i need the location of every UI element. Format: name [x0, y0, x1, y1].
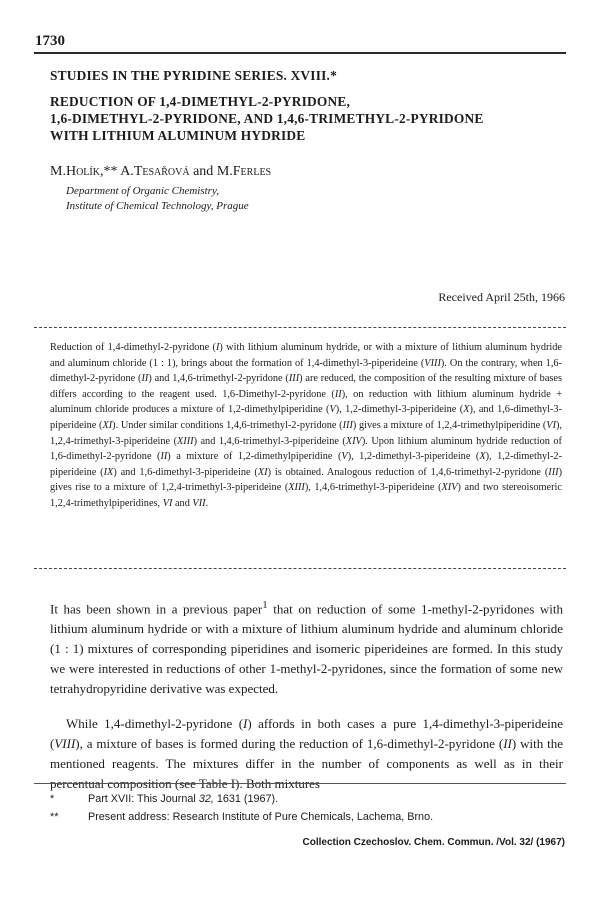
journal-footer: Collection Czechoslov. Chem. Commun. /Vol. 32/ (1967) — [302, 837, 565, 848]
header-rule — [34, 52, 566, 54]
compound-label: VI — [162, 497, 173, 509]
text-run: ) is obtained. Analogous reduction of 1,4,6-trimethyl-2-pyridone ( — [267, 466, 549, 478]
text-run: that on reduction of some 1-methyl-2-pyridones with lithium aluminum hydride or with a mixture of lithium aluminum hydride and aluminum chloride (1 : 1) mixtures of corresponding piperidines and isomeric piperideines are formed. In this study we were interested in reductions of other 1-methyl-2-pyridones, since the formation of some new tetrahydropyridine derivative was expected. — [50, 601, 563, 697]
text-run: Reduction of 1,4-dimethyl-2-pyridone ( — [50, 342, 216, 353]
text-run: ), 1,2,4-trimethyl-3-piperideine ( — [50, 419, 563, 447]
compound-label: IX — [103, 466, 114, 478]
title-line-1: REDUCTION OF 1,4-DIMETHYL-2-PYRIDONE, — [50, 94, 351, 109]
footnote-1-text-pre: Part XVII: This Journal — [88, 793, 199, 805]
compound-label: XI — [257, 466, 268, 478]
compound-label: X — [479, 451, 486, 463]
text-run: While 1,4-dimethyl-2-pyridone ( — [66, 716, 244, 731]
author-1-surname: Holík, — [65, 164, 104, 179]
compound-label: V — [341, 451, 348, 463]
text-run: and — [172, 497, 193, 509]
text-run: . — [205, 497, 209, 509]
abstract-bottom-rule — [34, 568, 566, 569]
text-run: ) with lithium aluminum hydride, or with a mixture of lithium aluminum hydride and aluminum chloride (1 : 1), brings about the formation of 1,4-dimethyl-3-piperideine ( — [50, 342, 562, 369]
compound-label: V — [329, 404, 336, 416]
footnote-1-volume: 32, — [198, 793, 214, 805]
text-run: ), 1,2-dimethyl-2-piperideine ( — [50, 451, 563, 478]
author-1-footnote-mark: ** — [103, 164, 118, 179]
compound-label: XIII — [177, 435, 194, 447]
body-paragraph-2 — [50, 714, 563, 794]
authors — [50, 164, 271, 180]
text-run: ) a mixture of 1,2-dimethylpiperidine ( — [167, 451, 342, 463]
received-date: Received April 25th, 1966 — [438, 290, 565, 304]
footnote-2-text: Present address: Research Institute of Pure Chemicals, Lachema, Brno. — [88, 811, 434, 823]
author-1-initial: M. — [50, 164, 66, 179]
text-run: ). Upon lithium aluminum hydride reduction of 1,6-dimethyl-2-pyridone ( — [50, 435, 562, 463]
text-run: ), on reduction with lithium aluminum hydride + aluminum chloride produces a mixture of 1,2-dimethylpiperidine ( — [50, 388, 563, 416]
title-line-2: 1,6-DIMETHYL-2-PYRIDONE, AND 1,4,6-TRIMETHYL-2-PYRIDONE — [50, 111, 484, 126]
compound-label: II — [141, 373, 149, 385]
text-run: ). Under similar conditions 1,4,6-trimethyl-2-pyridone ( — [112, 419, 343, 431]
footnote-rule — [34, 783, 566, 784]
compound-label: II — [160, 451, 168, 463]
text-run: ) gives rise to a mixture of 1,2,4-trimethyl-3-piperideine ( — [50, 466, 562, 494]
author-2-surname: Tesařová — [133, 164, 190, 179]
compound-label: VIII — [424, 357, 441, 369]
text-run: ), and 1,6-dimethyl-3-piperideine ( — [50, 404, 562, 431]
text-run: ) and 1,6-dimethyl-3-piperideine ( — [113, 466, 258, 478]
compound-label: XIV — [441, 482, 458, 494]
compound-label: II — [503, 736, 512, 751]
footnote-1-text-post: 1631 (1967). — [213, 793, 279, 805]
compound-label: XI — [102, 419, 113, 431]
text-run: ), a mixture of bases is formed during the reduction of 1,6-dimethyl-2-pyridone ( — [75, 736, 504, 751]
text-run: ) and 1,4,6-trimethyl-2-pyridone ( — [148, 373, 289, 385]
text-run: ) affords in both cases a pure 1,4-dimethyl-3-piperideine ( — [50, 716, 563, 751]
footnote-1-mark: * — [50, 793, 55, 805]
abstract — [50, 340, 562, 512]
compound-label: VII — [192, 497, 206, 509]
text-run: ), 1,4,6-trimethyl-3-piperideine ( — [304, 482, 442, 494]
text-run: ). On the contrary, when 1,6-dimethyl-2-pyridone ( — [50, 357, 562, 385]
text-run: ) are reduced, the composition of the resulting mixture of bases differs according to the reagent used. 1,6-Dimethyl-2-pyridone ( — [50, 373, 562, 400]
compound-label: VI — [546, 419, 556, 431]
compound-label: III — [342, 419, 353, 431]
author-3-initial: M. — [216, 164, 233, 179]
text-run: ), 1,2-dimethyl-3-piperideine ( — [347, 451, 480, 463]
compound-label: X — [463, 404, 470, 416]
footnote-1 — [50, 793, 278, 805]
affiliation-institute: Institute of Chemical Technology, Prague — [66, 200, 249, 212]
abstract-top-rule — [34, 327, 566, 328]
footnote-2 — [50, 811, 433, 823]
compound-label: I — [215, 342, 220, 353]
compound-label: III — [288, 373, 300, 385]
title-line-3: WITH LITHIUM ALUMINUM HYDRIDE — [50, 128, 306, 143]
page-number: 1730 — [35, 33, 65, 49]
compound-label: XIV — [345, 435, 362, 447]
reference-marker: 1 — [262, 599, 268, 611]
text-run: ) and two stereoisomeric 1,2,4-trimethylpiperidines, — [50, 482, 562, 509]
text-run: ), 1,2-dimethyl-3-piperideine ( — [335, 404, 464, 416]
series-title: STUDIES IN THE PYRIDINE SERIES. XVIII.* — [50, 68, 337, 83]
author-conjunction: and — [193, 164, 214, 179]
text-run: It has been shown in a previous paper — [50, 601, 263, 617]
compound-label: III — [548, 466, 559, 478]
text-run: ) gives a mixture of 1,2,4-trimethylpiperidine ( — [352, 419, 547, 431]
compound-label: XIII — [288, 482, 305, 494]
footnote-2-mark: ** — [50, 811, 59, 823]
compound-label: II — [334, 388, 342, 400]
author-2-initial: A. — [120, 164, 134, 179]
author-3-surname: Ferles — [232, 164, 272, 179]
affiliation-department: Department of Organic Chemistry, — [66, 185, 219, 197]
body-paragraph-1 — [50, 595, 563, 699]
text-run: ) with the mentioned reagents. The mixtures differ in the number of components as well as in their percentual composition (see Table I). Both mixtures — [50, 736, 563, 791]
compound-label: VIII — [54, 736, 76, 751]
compound-label: I — [243, 716, 248, 731]
text-run: ) and 1,4,6-trimethyl-3-piperideine ( — [193, 435, 346, 447]
